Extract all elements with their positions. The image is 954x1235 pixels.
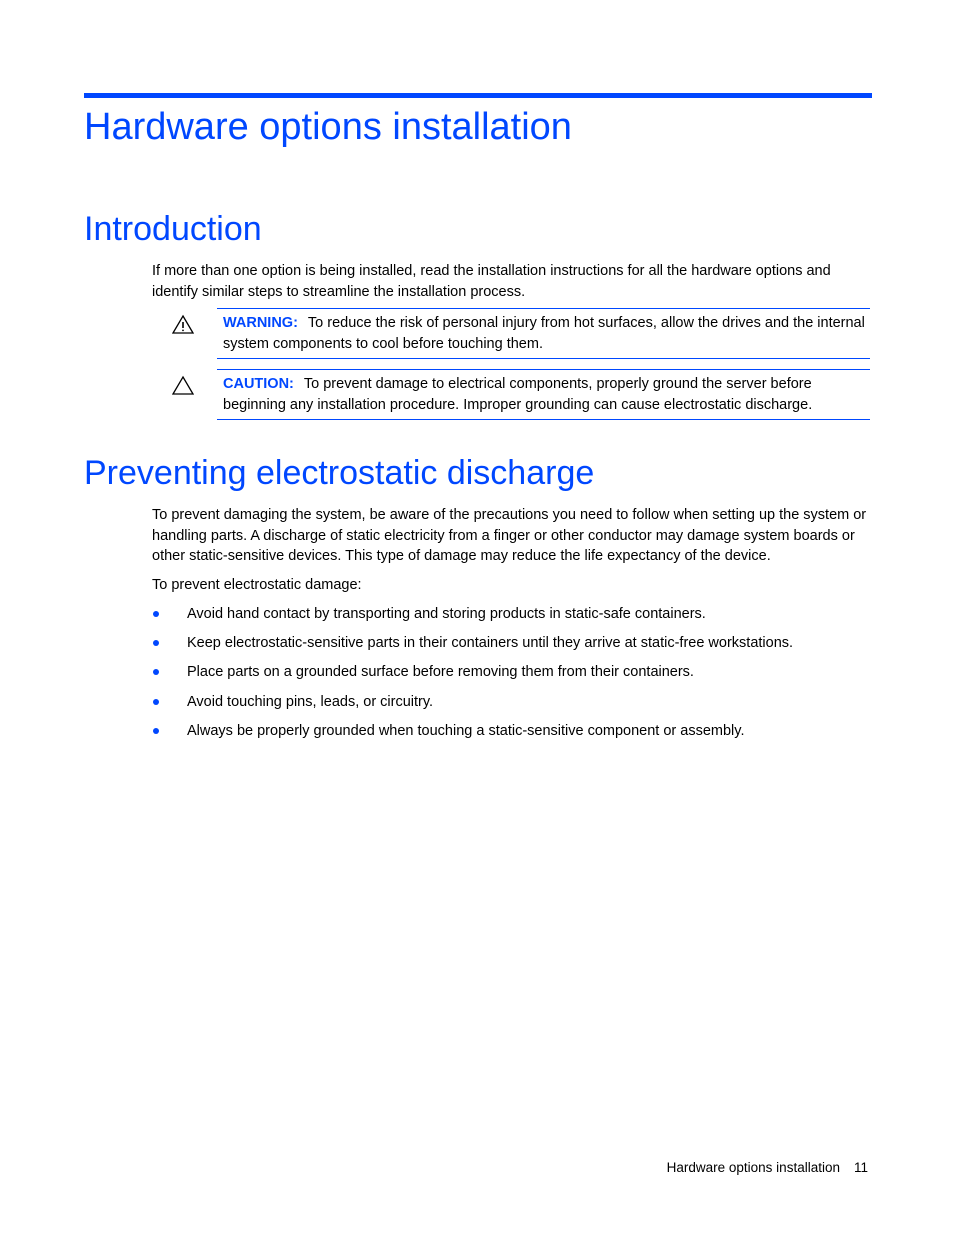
esd-bullet-list bbox=[152, 603, 872, 749]
warning-notice bbox=[217, 308, 870, 359]
list-item bbox=[152, 720, 872, 749]
bullet-icon bbox=[153, 728, 159, 734]
page-number: 11 bbox=[853, 1160, 868, 1175]
list-item-text: Avoid hand contact by transporting and storing products in static-safe containers. bbox=[187, 606, 706, 622]
list-item bbox=[152, 661, 872, 690]
list-item-text: Avoid touching pins, leads, or circuitry. bbox=[187, 693, 434, 710]
list-item-text: Place parts on a grounded surface before removing them from their containers. bbox=[187, 664, 694, 681]
list-item-text: Always be properly grounded when touching a static-sensitive component or assembly. bbox=[187, 722, 745, 739]
caution-text: To prevent damage to electrical components, properly ground the server before beginning any installation procedure. Improper grounding can cause electrostatic discharge. bbox=[223, 376, 813, 413]
list-item bbox=[152, 632, 872, 661]
chapter-title: Hardware options installation bbox=[84, 106, 572, 148]
warning-icon bbox=[172, 314, 194, 334]
footer-title: Hardware options installation bbox=[666, 1160, 840, 1175]
page-footer bbox=[667, 1158, 868, 1178]
list-item bbox=[152, 603, 872, 632]
caution-label: CAUTION: bbox=[223, 376, 294, 392]
introduction-paragraph: If more than one option is being installed, read the installation instructions for all the hardware options and identify similar steps to streamline the installation process. bbox=[152, 263, 831, 300]
caution-icon bbox=[172, 375, 194, 395]
chapter-rule bbox=[84, 93, 872, 98]
warning-label: WARNING: bbox=[223, 315, 298, 331]
esd-lead: To prevent electrostatic damage: bbox=[152, 577, 362, 593]
bullet-icon bbox=[153, 669, 159, 675]
section-title-esd: Preventing electrostatic discharge bbox=[84, 454, 595, 492]
caution-notice bbox=[217, 369, 870, 420]
esd-paragraph: To prevent damaging the system, be aware of the precautions you need to follow when setting up the system or handling parts. A discharge of static electricity from a finger or other conductor may damage system boards or other static-sensitive devices. This type of damage may reduce the life expectancy of the device. bbox=[152, 507, 867, 564]
list-item-text: Keep electrostatic-sensitive parts in their containers until they arrive at static-free workstations. bbox=[187, 635, 794, 652]
list-item bbox=[152, 691, 872, 720]
bullet-icon bbox=[153, 699, 159, 705]
bullet-icon bbox=[153, 611, 159, 617]
section-title-introduction: Introduction bbox=[84, 210, 262, 248]
bullet-icon bbox=[153, 640, 159, 646]
warning-text: To reduce the risk of personal injury from hot surfaces, allow the drives and the internal system components to cool before touching them. bbox=[223, 315, 865, 352]
